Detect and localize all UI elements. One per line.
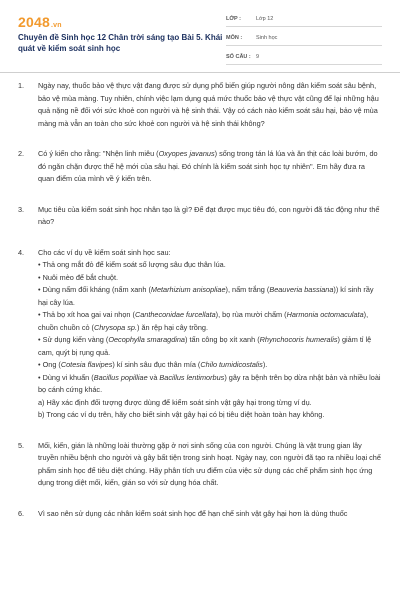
question-number: 2.	[18, 149, 25, 158]
question-number: 1.	[18, 81, 25, 90]
question-text: Vì sao nên sử dụng các nhân kiểm soát sinh học để hạn chế sinh vật gây hại hơn là dùng thuốc	[38, 508, 348, 518]
species-name: Cotesia flavipes	[60, 360, 113, 369]
question-text: Mối, kiến, gián là những loài thường gặp ở nơi sinh sống của con người. Chúng là vật trung gian lây truyền nhiều bệnh cho người và gây bất tiện trong sinh hoạt. Ngày nay, con người đã tạo ra nhiều loại chế phẩm sinh học để tiêu diệt chúng. Hãy phân tích ưu điểm của việc sử dụng các chế phẩm sinh học ứng dụng trong diệt mối, kiến, gián so với sử dụng hóa chất.	[38, 440, 381, 487]
species-name: Oxyopes javanus	[158, 149, 215, 158]
text-span: và	[147, 372, 160, 382]
site-logo[interactable]	[18, 14, 62, 30]
question-intro: Cho các ví dụ về kiểm soát sinh học sau:	[38, 247, 171, 257]
text-span: ) tấn công bọ xít xanh (	[185, 335, 260, 344]
question-text	[38, 148, 382, 186]
subject-value: Sinh học	[256, 35, 278, 41]
question-text: Mục tiêu của kiểm soát sinh học nhân tạo là gì? Để đạt được mục tiêu đó, con người đã tác động như thế nào?	[38, 204, 380, 226]
logo-suffix: .vn	[50, 22, 62, 29]
species-name: Bacillus popilliae	[93, 372, 148, 382]
text-span: Có ý kiến cho rằng: "Nhện linh miêu (	[38, 149, 159, 158]
question-count-label: SỐ CÂU :	[226, 54, 251, 60]
subject-row	[226, 31, 382, 46]
text-span: ) ăn rệp hại cây trồng.	[136, 322, 208, 332]
question-number: 5.	[18, 440, 25, 450]
meta-info	[226, 12, 382, 69]
question-2	[18, 148, 382, 186]
text-span: ) kí sinh sâu đục thân mía (	[112, 360, 201, 369]
text-span: ), nấm trắng (	[225, 285, 270, 294]
species-name: Chilo tumidicostalis	[200, 360, 263, 369]
text-span: ) sống trong tán lá lúa và ăn thịt các loài bướm, do đó ngăn chặn được thế hệ mới của sâu hại. Đó chính là kiểm soát sinh học tự nhiên". Em hãy đưa ra quan điểm của mình về ý kiến trên.	[38, 149, 378, 183]
species-name: Rhynchocoris humeralis	[259, 335, 338, 344]
species-name: Beauveria bassiana	[269, 285, 334, 294]
document-title: Chuyên đề Sinh học 12 Chân trời sáng tạo Bài 5. Khái quát về kiểm soát sinh học	[18, 33, 223, 53]
subject-label: MÔN :	[226, 35, 243, 41]
grade-row	[226, 12, 382, 27]
text-span: • Sử dụng kiến vàng (	[38, 335, 109, 344]
question-number: 6.	[18, 508, 25, 518]
grade-label: LỚP :	[226, 16, 241, 22]
text-span: • Ong (	[38, 360, 61, 369]
species-name: Bacillus lentimorbus	[159, 372, 225, 382]
text-span: )) kí sinh rầy hại cây lúa.	[38, 285, 374, 307]
example-item	[38, 359, 382, 372]
question-5	[18, 440, 382, 490]
species-name: Metarhizium anisopliae	[150, 285, 226, 294]
example-item	[38, 309, 382, 334]
species-name: Cantheconidae furcellata	[134, 310, 216, 319]
text-span: ), chuồn chuồn cỏ (	[38, 310, 369, 332]
header-divider	[0, 72, 400, 73]
example-item: • Nuôi mèo để bắt chuột.	[38, 272, 119, 282]
question-number: 4.	[18, 247, 25, 257]
logo-text: 2048	[18, 14, 50, 30]
text-span: • Dùng vi khuẩn (	[38, 372, 94, 382]
example-item	[38, 284, 382, 309]
text-span: ) gây ra bệnh trên bọ dừa nhật bản và nhiều loài bọ cánh cứng khác.	[38, 372, 381, 394]
species-name: Oecophylla smaragdina	[108, 335, 185, 344]
example-item	[38, 372, 382, 397]
sub-question-b: b) Trong các ví dụ trên, hãy cho biết sinh vật gây hại có bị tiêu diệt hoàn toàn hay không.	[38, 410, 325, 419]
question-number: 3.	[18, 204, 25, 214]
question-count-row	[226, 50, 382, 65]
grade-value: Lớp 12	[256, 16, 274, 22]
example-item: • Thả ong mắt đỏ để kiểm soát số lượng sâu đục thân lúa.	[38, 260, 226, 269]
example-item	[38, 334, 382, 359]
question-3	[18, 204, 382, 229]
question-list	[18, 80, 382, 520]
question-count-value: 9	[256, 54, 260, 60]
question-text: Ngày nay, thuốc bảo vệ thực vật đang được sử dụng phổ biến giúp người nông dân kiểm soát sâu bệnh, bảo vệ mùa màng. Tuy nhiên, chính việc lạm dụng quá mức thuốc bảo vệ thực vật cũng để lại những hậu quả nặng nề đối với sức khoẻ con người và hệ sinh thái. Vậy có cách nào kiểm soát sâu hại, bảo vệ mùa màng mà vẫn an toàn cho sức khoẻ con người và hệ sinh thái không?	[38, 81, 379, 128]
page-header	[0, 0, 400, 70]
question-4	[18, 247, 382, 422]
question-6	[18, 508, 382, 521]
species-name: Chrysopa sp.	[93, 322, 137, 332]
text-span: • Thả bọ xít hoa gai vai nhọn (	[38, 310, 135, 319]
text-span: ).	[262, 360, 268, 369]
species-name: Harmonia octomaculata	[286, 310, 364, 319]
sub-question-a: a) Hãy xác định đối tượng được dùng để kiểm soát sinh vật gây hại trong từng ví dụ.	[38, 397, 312, 407]
question-1	[18, 80, 382, 130]
text-span: ), bọ rùa mười chấm (	[215, 310, 287, 319]
text-span: • Dùng nấm đối kháng (nấm xanh (	[38, 285, 151, 294]
text-span: ) giảm tỉ lệ cam, quýt bị rụng quả.	[38, 335, 372, 357]
